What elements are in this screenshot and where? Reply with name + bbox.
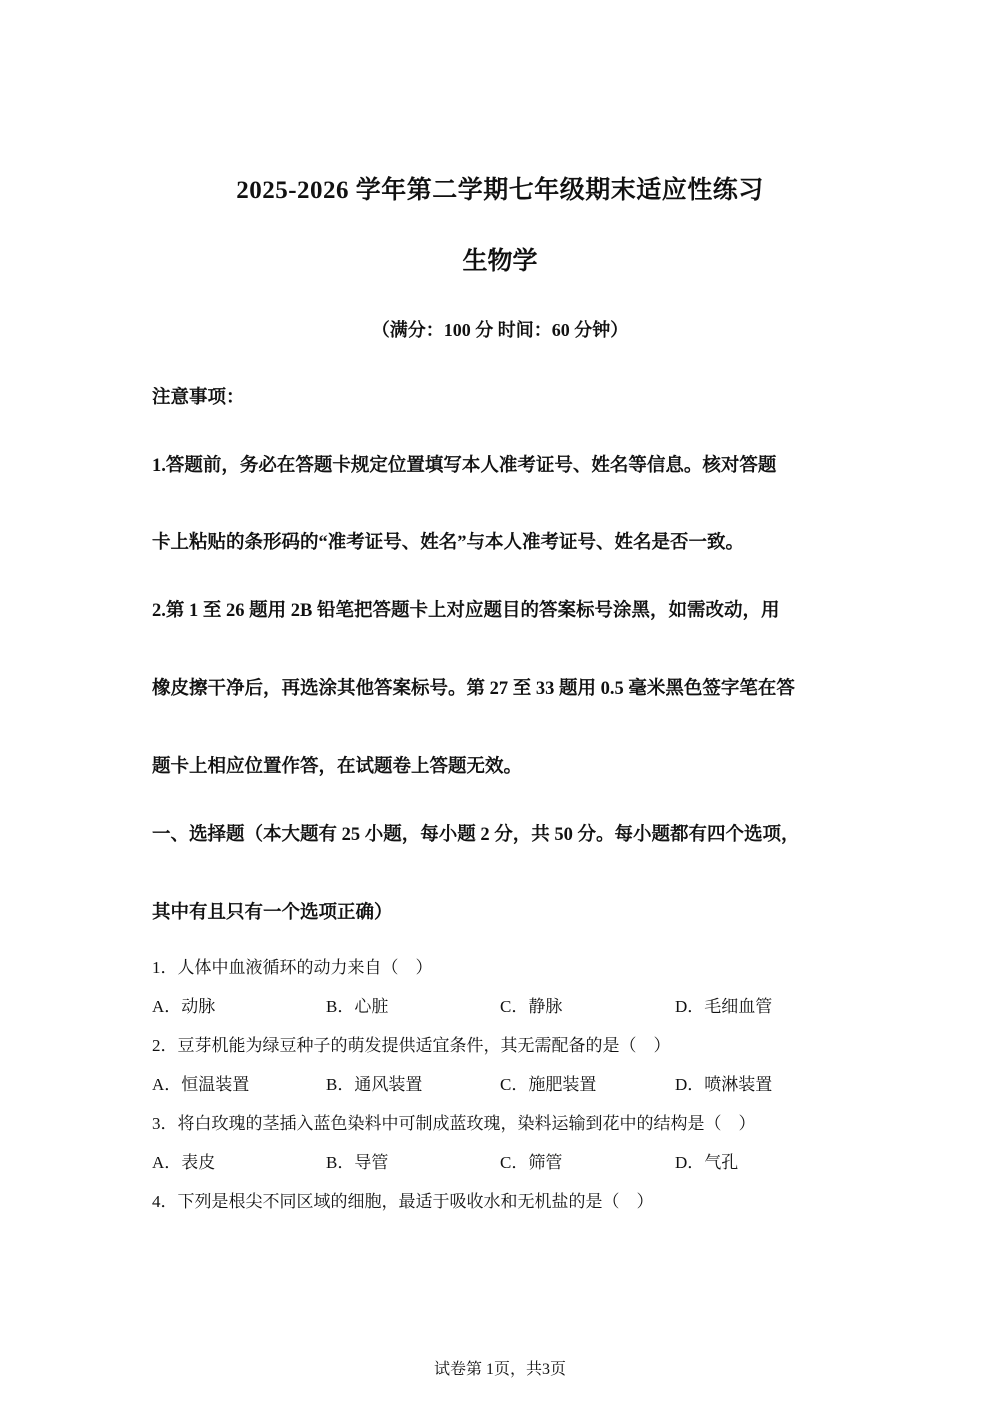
option-d: D．喷淋装置 (675, 1075, 773, 1094)
option-c: C．静脉 (500, 997, 563, 1016)
question-stem: 4．下列是根尖不同区域的细胞，最适于吸收水和无机盐的是（ ） (152, 1192, 654, 1211)
question-stem: 1．人体中血液循环的动力来自（ ） (152, 958, 433, 977)
section-heading-cont: 其中有且只有一个选项正确） (152, 903, 393, 923)
option-c: C．施肥装置 (500, 1075, 597, 1094)
page-footer: 试卷第 1页，共3页 (433, 1361, 566, 1378)
notice-line: 题卡上相应位置作答，在试题卷上答题无效。 (152, 757, 523, 777)
option-d: D．气孔 (675, 1153, 739, 1172)
option-b: B．心脏 (326, 997, 389, 1016)
option-a: A．动脉 (152, 997, 216, 1016)
section-heading: 一、选择题（本大题有 25 小题，每小题 2 分，共 50 分。每小题都有四个选项， (152, 825, 800, 845)
notice-line: 卡上粘贴的条形码的“准考证号、姓名”与本人准考证号、姓名是否一致。 (152, 533, 745, 553)
question-stem: 2．豆芽机能为绿豆种子的萌发提供适宜条件，其无需配备的是（ ） (152, 1036, 671, 1055)
option-b: B．通风装置 (326, 1075, 423, 1094)
option-a: A．表皮 (152, 1153, 216, 1172)
question-stem: 3．将白玫瑰的茎插入蓝色染料中可制成蓝玫瑰，染料运输到花中的结构是（ ） (152, 1114, 756, 1133)
score-time-info: （满分：100 分 时间：60 分钟） (371, 320, 629, 340)
subject-title: 生物学 (462, 248, 538, 275)
notice-line: 1.答题前，务必在答题卡规定位置填写本人准考证号、姓名等信息。核对答题 (152, 456, 777, 476)
option-a: A．恒温装置 (152, 1075, 250, 1094)
option-c: C．筛管 (500, 1153, 563, 1172)
option-b: B．导管 (326, 1153, 389, 1172)
notice-heading: 注意事项： (152, 388, 245, 408)
notice-line: 橡皮擦干净后，再选涂其他答案标号。第 27 至 33 题用 0.5 毫米黑色签字笔在答 (152, 679, 795, 699)
exam-title: 2025-2026 学年第二学期七年级期末适应性练习 (236, 177, 764, 204)
option-d: D．毛细血管 (675, 997, 773, 1016)
notice-line: 2.第 1 至 26 题用 2B 铅笔把答题卡上对应题目的答案标号涂黑，如需改动，用 (152, 601, 780, 621)
